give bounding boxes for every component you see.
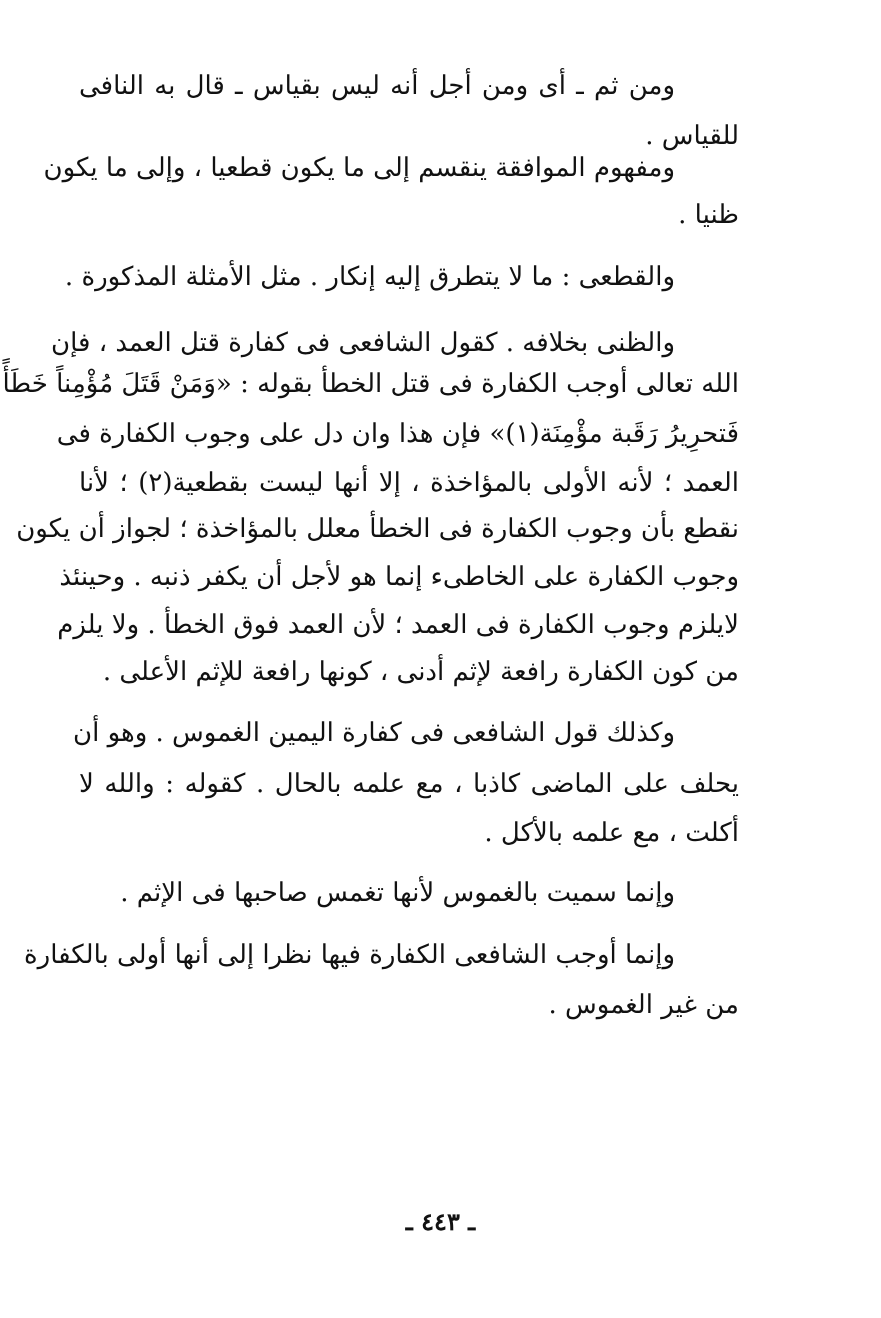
text-line: ومفهوم الموافقة ينقسم إلى ما يكون قطعيا ، وإلى ما يكون <box>43 153 675 183</box>
text-line: فَتحرِيرُ رَقَبة مؤْمِنَة(١)» فإن هذا وان دل على وجوب الكفارة فى <box>56 419 739 449</box>
text-line: ومن ثم ـ أى ومن أجل أنه ليس بقياس ـ قال به النافى <box>79 71 675 101</box>
text-line: للقياس . <box>645 121 739 151</box>
text-line: والظنى بخلافه . كقول الشافعى فى كفارة قتل العمد ، فإن <box>50 328 675 358</box>
text-line: والقطعى : ما لا يتطرق إليه إنكار . مثل الأمثلة المذكورة . <box>64 262 675 292</box>
text-line: وجوب الكفارة على الخاطىء إنما هو لأجل أن يكفر ذنبه . وحينئذ <box>59 562 739 592</box>
text-line: لايلزم وجوب الكفارة فى العمد ؛ لأن العمد فوق الخطأ . ولا يلزم <box>57 610 739 640</box>
text-line: نقطع بأن وجوب الكفارة فى الخطأ معلل بالمؤاخذة ؛ لجواز أن يكون <box>16 514 739 544</box>
text-line: وكذلك قول الشافعى فى كفارة اليمين الغموس . وهو أن <box>72 718 675 748</box>
text-line: يحلف على الماضى كاذبا ، مع علمه بالحال . كقوله : والله لا <box>79 769 739 799</box>
text-line: أكلت ، مع علمه بالأكل . <box>484 818 739 848</box>
text-line: العمد ؛ لأنه الأولى بالمؤاخذة ، إلا أنها ليست بقطعية(٢) ؛ لأنا <box>79 468 739 498</box>
text-line: وإنما أوجب الشافعى الكفارة فيها نظرا إلى أنها أولى بالكفارة <box>24 940 675 970</box>
text-line: من كون الكفارة رافعة لإثم أدنى ، كونها رافعة للإثم الأعلى . <box>102 657 739 687</box>
text-line: الله تعالى أوجب الكفارة فى قتل الخطأ بقوله : «وَمَنْ قَتَلَ مُؤْمِناً خَطَأً <box>2 369 739 399</box>
page-number: ـ ٤٤٣ ـ <box>405 1207 476 1236</box>
text-line: ظنيا . <box>678 200 739 230</box>
text-line: من غير الغموس . <box>548 990 739 1020</box>
text-line: وإنما سميت بالغموس لأنها تغمس صاحبها فى الإثم . <box>120 878 675 908</box>
